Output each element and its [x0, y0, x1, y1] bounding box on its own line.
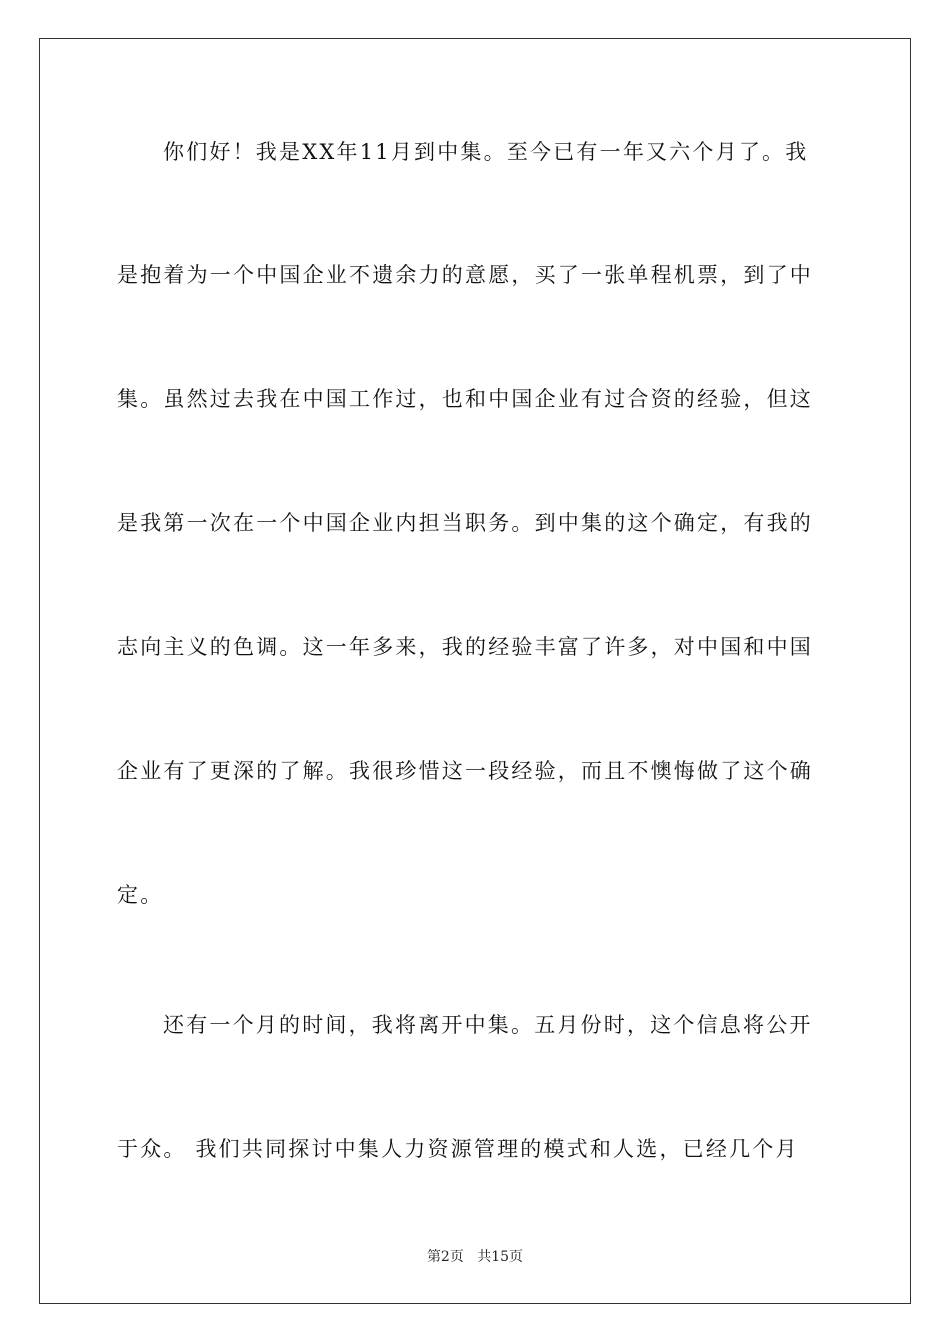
- page-border: [39, 38, 911, 1304]
- page-total: 共15页: [477, 1249, 524, 1265]
- paragraph-1-line-6: 企业有了更深的了解。我很珍惜这一段经验，而且不懊悔做了这个确: [117, 759, 813, 783]
- page-number: 第2页: [426, 1249, 464, 1265]
- paragraph-1-line-7: 定。: [117, 883, 164, 907]
- paragraph-2-line-1: 还有一个月的时间，我将离开中集。五月份时，这个信息将公开: [163, 1013, 813, 1037]
- page-footer: [0, 1247, 950, 1267]
- paragraph-1-line-1: 你们好！我是XX年11月到中集。至今已有一年又六个月了。我: [163, 140, 809, 164]
- paragraph-1-line-3: 集。虽然过去我在中国工作过，也和中国企业有过合资的经验，但这: [117, 387, 813, 411]
- paragraph-1-line-4: 是我第一次在一个中国企业内担当职务。到中集的这个确定，有我的: [117, 511, 813, 535]
- paragraph-2-line-2: 于众。 我们共同探讨中集人力资源管理的模式和人选，已经几个月: [117, 1137, 799, 1161]
- paragraph-1-line-2: 是抱着为一个中国企业不遗余力的意愿，买了一张单程机票，到了中: [117, 263, 813, 287]
- paragraph-1-line-5: 志向主义的色调。这一年多来，我的经验丰富了许多，对中国和中国: [117, 635, 813, 659]
